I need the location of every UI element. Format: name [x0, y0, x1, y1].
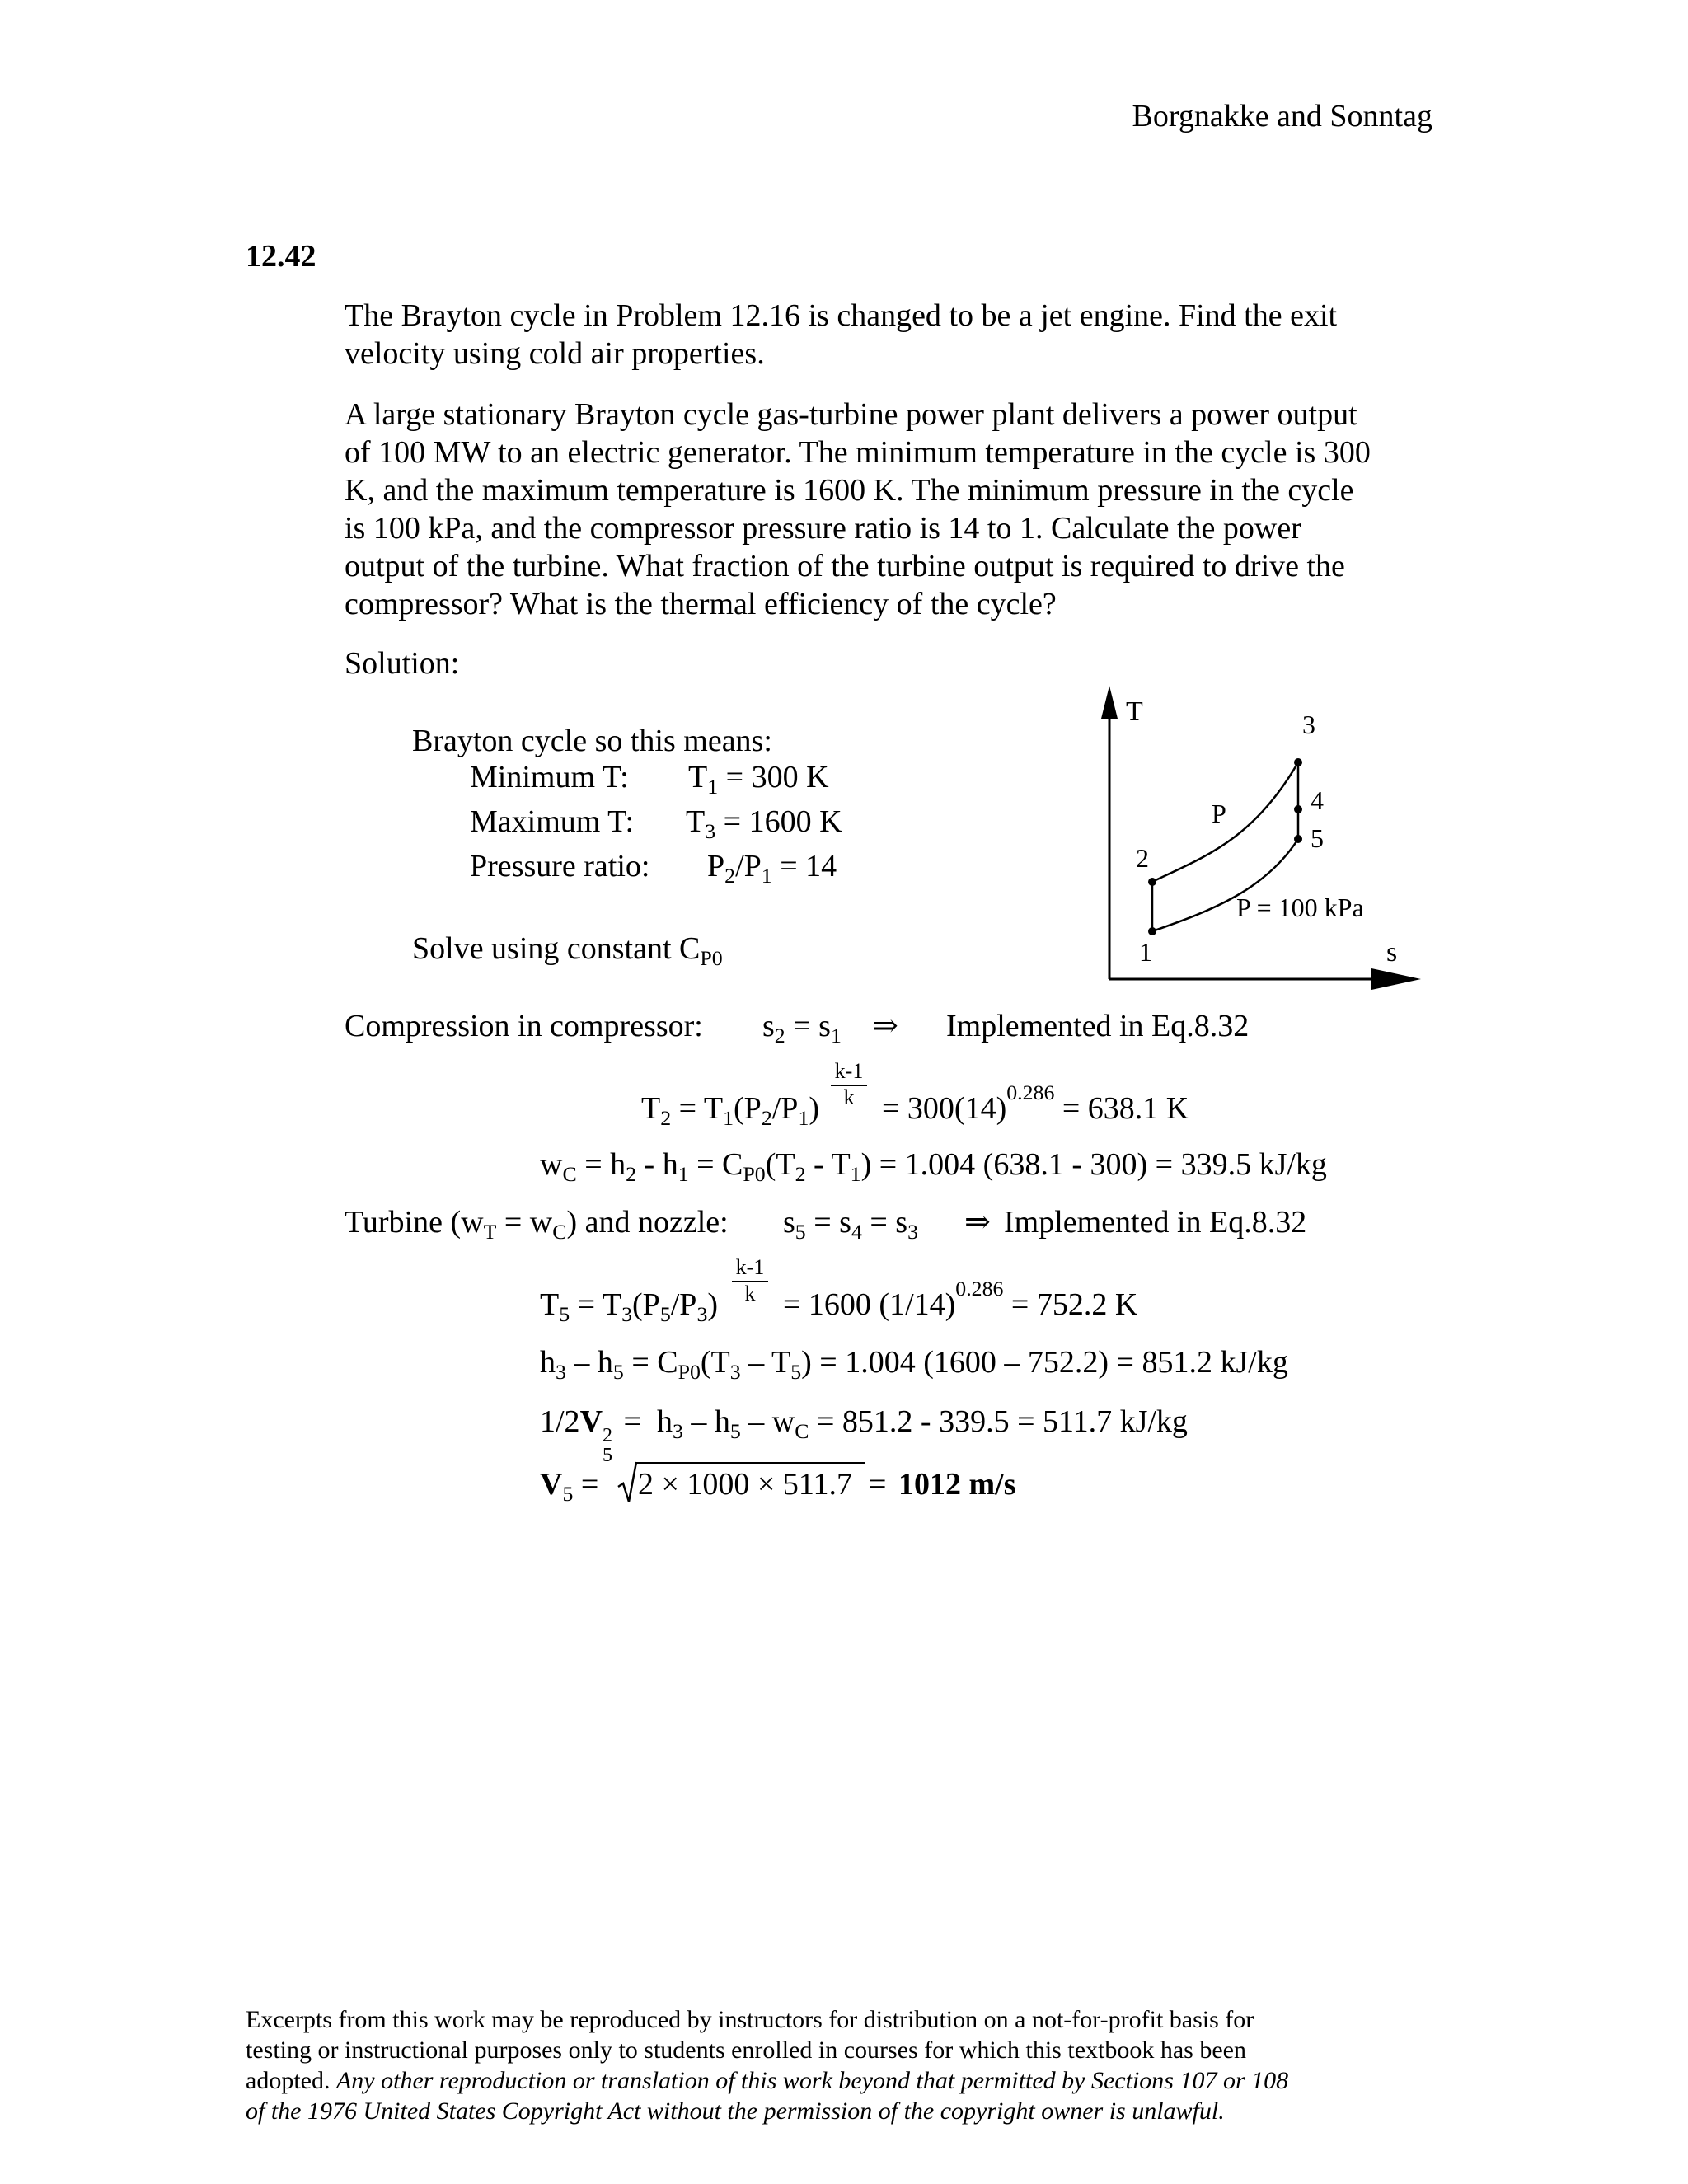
referenced-line: output of the turbine. What fraction of the turbine output is required to drive the: [345, 549, 1345, 583]
turbine-condition: $s_5 = s_4 = s_3$: [783, 1205, 918, 1244]
footer-line: Excerpts from this work may be reproduced by instructors for distribution on a not-for-profit basis for: [246, 2006, 1254, 2033]
compression-label: Compression in compressor:: [345, 1009, 703, 1043]
referenced-line: K, and the maximum temperature is 1600 K. The minimum pressure in the cycle: [345, 473, 1354, 508]
solution-method: [412, 930, 723, 968]
problem-statement: [345, 297, 1337, 373]
footer-line: of the 1976 United States Copyright Act without the permission of the copyright owner is unlawful.: [246, 2097, 1225, 2125]
eq-v5-result: 1012 m/s: [898, 1467, 1016, 1502]
sqrt-sign: [617, 1460, 638, 1505]
state-point-4: [1294, 805, 1302, 813]
given-pressure-ratio-value: $P_2/P_1 = 14$: [707, 849, 837, 888]
referenced-line: compressor? What is the thermal efficiency of the cycle?: [345, 587, 1057, 621]
implies-arrow: ⇒: [872, 1009, 898, 1043]
exponent-numerator-2: k-1: [735, 1255, 765, 1279]
given-value: = 1600 K: [715, 804, 842, 839]
statement-line: velocity using cold air properties.: [345, 336, 765, 371]
referenced-line: A large stationary Brayton cycle gas-turbine power plant delivers a power output: [345, 397, 1357, 432]
footer-copyright: [246, 2004, 1288, 2126]
method-text: Solve using constant C: [412, 931, 701, 966]
implemented-note-1: Implemented in Eq.8.32: [946, 1009, 1250, 1043]
ts-diagram: [1088, 684, 1434, 997]
referenced-problem: [345, 396, 1371, 623]
given-min-t-label: Minimum T:: [470, 760, 629, 794]
eq-kinetic-energy: 1/2V 2 5 = $h_3 - h_5 - w_C = 851.2 - 339.5 = 511.7$ kJ/kg: [540, 1404, 1188, 1466]
solution-heading: Solution:: [345, 646, 460, 681]
given-subscript: 1: [707, 774, 719, 799]
given-pressure-ratio-label: Pressure ratio:: [470, 849, 650, 883]
state-label-3: 3: [1302, 710, 1315, 739]
state-point-2: [1148, 878, 1156, 886]
eq-t2-result: = $300(14)^{0.286} = 638.1$ K: [882, 1080, 1189, 1126]
state-point-3: [1294, 758, 1302, 766]
givens-intro: Brayton cycle so this means:: [412, 724, 772, 758]
state-label-1: 1: [1139, 937, 1152, 967]
eq-enthalpy: $h_3 - h_5 = C_{P0}(T_3 - T_5) = 1.004$ (1600 – 752.2) = 851.2 kJ/kg: [540, 1345, 1288, 1384]
isobar-high-label: P: [1212, 799, 1226, 828]
compression-condition: $s_2 = s_1$: [762, 1009, 842, 1047]
eq-v5-lhs: $V_5$ =: [540, 1467, 599, 1506]
given-max-t-value: [686, 803, 842, 841]
method-subscript: P0: [700, 945, 723, 970]
implemented-note-2: Implemented in Eq.8.32: [1004, 1205, 1307, 1240]
exponent-denominator: k: [843, 1085, 855, 1109]
given-symbol: T: [688, 760, 708, 794]
turbine-label: Turbine $(w_T = w_C)$ and nozzle:: [345, 1205, 729, 1244]
t-axis-label: T: [1126, 696, 1143, 727]
exponent-numerator: k-1: [834, 1059, 864, 1083]
state-point-5: [1294, 835, 1302, 843]
given-min-t-value: [688, 758, 829, 799]
given-subscript: 3: [705, 818, 716, 843]
eq-t2: $T_2 = T_1(P_2/P_1)$: [641, 1091, 820, 1130]
given-max-t-label: Maximum T:: [470, 804, 635, 839]
isobar-low-label: P = 100 kPa: [1236, 893, 1364, 922]
footer-italic: Any other reproduction or translation of this work beyond that permitted by Sections 107 or 108: [335, 2067, 1289, 2094]
eq-v5-radicand: 2 × 1000 × 511.7: [638, 1467, 852, 1502]
state-label-5: 5: [1311, 823, 1324, 853]
statement-line: The Brayton cycle in Problem 12.16 is changed to be a jet engine. Find the exit: [345, 298, 1338, 333]
state-point-1: [1148, 927, 1156, 935]
header-authors: Borgnakke and Sonntag: [1132, 99, 1432, 134]
s-axis-label: s: [1386, 937, 1398, 968]
s-axis-arrow: [1372, 968, 1421, 990]
exponent-denominator-2: k: [744, 1282, 756, 1305]
problem-number: 12.42: [246, 239, 316, 274]
referenced-line: is 100 kPa, and the compressor pressure ratio is 14 to 1. Calculate the power: [345, 511, 1301, 546]
sqrt-bar: [635, 1462, 865, 1464]
footer-line: adopted. Any other reproduction or translation of this work beyond that permitted by Sections 107 or 108: [246, 2067, 1289, 2094]
eq-wc: $w_C = h_2 - h_1 = C_{P0}(T_2 - T_1) = 1.004$ (638.1 - 300) = 339.5 kJ/kg: [540, 1147, 1327, 1186]
eq-v5-equals: =: [869, 1467, 887, 1502]
given-symbol: T: [686, 804, 706, 839]
referenced-line: of 100 MW to an electric generator. The minimum temperature in the cycle is 300: [345, 435, 1371, 470]
t-axis-arrow: [1101, 686, 1118, 719]
given-value: = 300 K: [718, 760, 829, 794]
eq-t5: $T_5 = T_3(P_5/P_3)$: [540, 1287, 719, 1326]
implies-arrow-2: ⇒: [964, 1205, 991, 1240]
state-label-2: 2: [1136, 843, 1149, 873]
footer-line: testing or instructional purposes only to students enrolled in courses for which this textbook has been: [246, 2036, 1246, 2064]
state-label-4: 4: [1311, 785, 1324, 815]
eq-t5-result: = 1600 $(1/14)^{0.286} = 752.2$ K: [783, 1276, 1138, 1322]
